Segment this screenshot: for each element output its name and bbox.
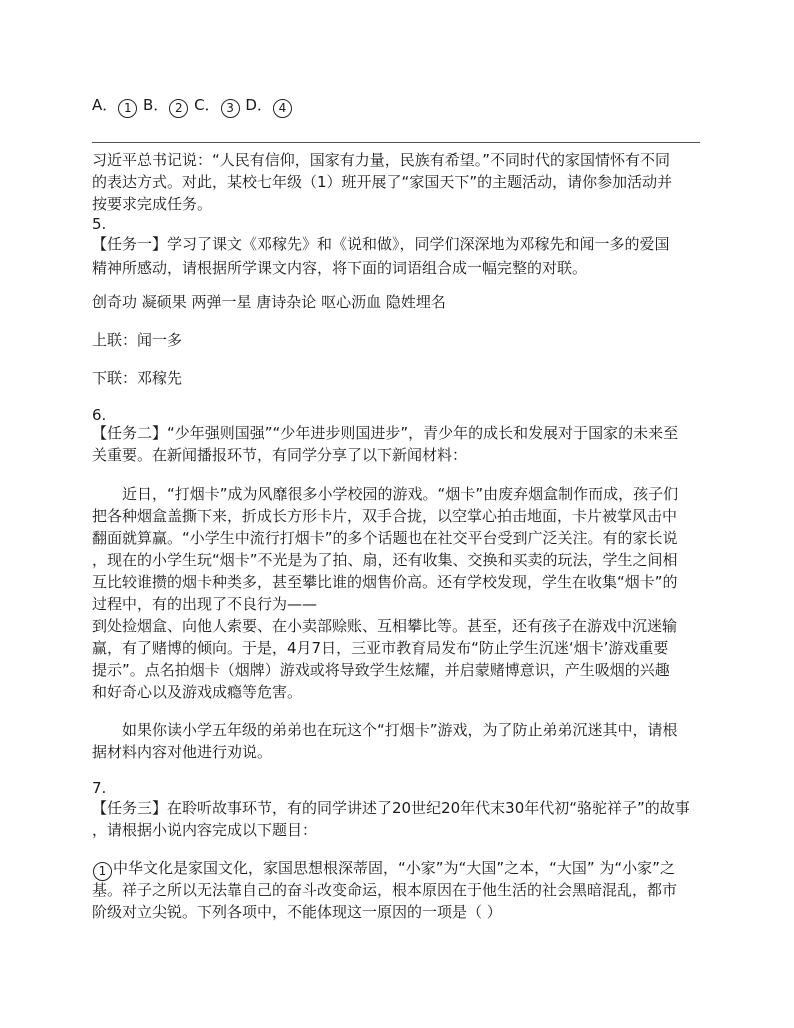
intro-line: 按要求完成任务。 bbox=[92, 195, 213, 213]
news-paragraph-line: 近日，“打烟卡”成为风靡很多小学校园的游戏。“烟卡”由废弃烟盒制作而成，孩子们 bbox=[122, 485, 679, 503]
news-paragraph-line: ，现在的小学生玩“烟卡”不光是为了拍、扇，还有收集、交换和买卖的玩法，学生之间相 bbox=[92, 551, 678, 569]
news-paragraph-line: 到处捡烟盒、向他人索要、在小卖部赊账、互相攀比等。甚至，还有孩子在游戏中沉迷输 bbox=[92, 617, 678, 635]
news-paragraph-line: 把各种烟盒盖撕下来，折成长方形卡片，双手合拢，以空掌心拍击地面，卡片被掌风击中 bbox=[92, 507, 678, 525]
task-text: 关重要。在新闻播报环节，有同学分享了以下新闻材料： bbox=[92, 446, 468, 464]
option-a-circled-number: 1 bbox=[118, 99, 137, 118]
task-text: 【任务三】在聆听故事环节，有的同学讲述了20世纪20年代末30年代初“骆驼祥子”的故事 bbox=[92, 799, 690, 817]
sub-question-line: 阶级对立尖锐。下列各项中，不能体现这一原因的一项是（ ） bbox=[92, 903, 502, 921]
option-a-label: A． bbox=[92, 96, 118, 114]
answer-options bbox=[92, 93, 704, 118]
news-paragraph-line: 赢，有了赌博的倾向。于是，4月7日，三亚市教育局发布“防止学生沉迷‘烟卡’游戏重要 bbox=[92, 639, 669, 657]
prompt-line: 据材料内容对他进行劝说。 bbox=[92, 743, 273, 761]
news-paragraph-line: 过程中，有的出现了不良行为—— bbox=[92, 595, 318, 613]
task-text: 精神所感动，请根据所学课文内容，将下面的词语组合成一幅完整的对联。 bbox=[92, 259, 588, 277]
question-number: 6. bbox=[92, 406, 107, 424]
option-c-circled-number: 3 bbox=[221, 99, 240, 118]
sub-question-circled-number: 1 bbox=[93, 862, 112, 881]
sub-question-line: 基。祥子之所以无法靠自己的奋斗改变命运，根本原因在于他生活的社会黑暗混乱，都市 bbox=[92, 881, 678, 899]
word-bank: 创奇功 凝硕果 两弹一星 唐诗杂论 呕心沥血 隐姓埋名 bbox=[92, 293, 446, 311]
news-paragraph-line: 和好奇心以及游戏成瘾等危害。 bbox=[92, 683, 303, 701]
intro-line: 习近平总书记说：“人民有信仰，国家有力量，民族有希望。”不同时代的家国情怀有不同 bbox=[92, 151, 671, 169]
task-text: 【任务一】学习了课文《邓稼先》和《说和做》，同学们深深地为邓稼先和闻一多的爱国 bbox=[92, 235, 670, 253]
question-number: 5. bbox=[92, 215, 107, 233]
section-divider bbox=[92, 142, 700, 143]
option-d-label: D． bbox=[245, 96, 272, 114]
task-text: ，请根据小说内容完成以下题目： bbox=[92, 821, 318, 839]
sub-question-text: 中华文化是家国文化，家国思想根深蒂固，“小家”为“大国”之本，“大国” 为“小家”之 bbox=[113, 859, 675, 877]
news-paragraph-line: 互比较谁攒的烟卡种类多，甚至攀比谁的烟售价高。还有学校发现，学生在收集“烟卡”的 bbox=[92, 573, 678, 591]
upper-couplet: 上联：闻一多 bbox=[92, 331, 183, 349]
option-b-circled-number: 2 bbox=[169, 99, 188, 118]
option-c-label: C． bbox=[194, 96, 220, 114]
intro-line: 的表达方式。对此，某校七年级（1）班开展了“家国天下”的主题活动，请你参加活动并 bbox=[92, 173, 673, 191]
question-number: 7. bbox=[92, 779, 107, 797]
option-b-label: B． bbox=[143, 96, 169, 114]
prompt-line: 如果你读小学五年级的弟弟也在玩这个“打烟卡”游戏，为了防止弟弟沉迷其中，请根 bbox=[122, 721, 678, 739]
task-text: 【任务二】“少年强则国强”“少年进步则国进步”，青少年的成长和发展对于国家的未来至 bbox=[92, 424, 679, 442]
lower-couplet: 下联：邓稼先 bbox=[92, 369, 183, 387]
news-paragraph-line: 翻面就算赢。“小学生中流行打烟卡”的多个话题也在社交平台受到广泛关注。有的家长说 bbox=[92, 529, 678, 547]
news-paragraph-line: 提示”。点名拍烟卡（烟牌）游戏或将导致学生炫耀，并启蒙赌博意识，产生吸烟的兴趣 bbox=[92, 661, 670, 679]
option-d-circled-number: 4 bbox=[273, 99, 292, 118]
